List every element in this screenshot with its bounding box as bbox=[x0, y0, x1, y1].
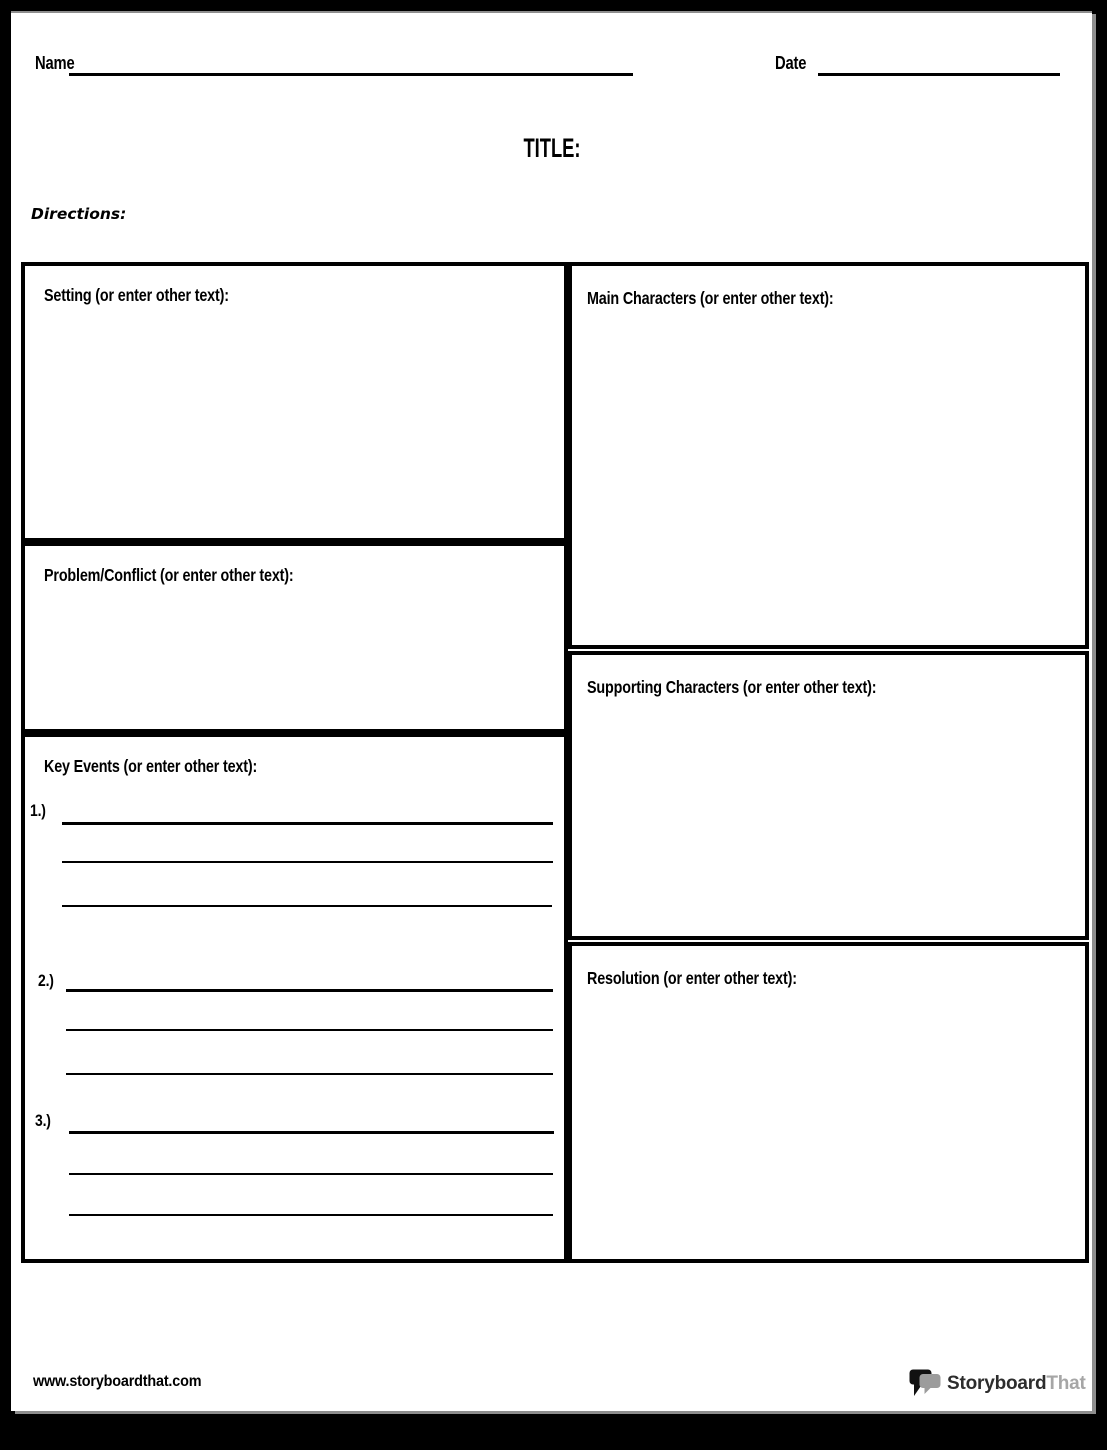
logo-text-storyboard: Storyboard bbox=[947, 1373, 1047, 1394]
key-event-1-line-3[interactable] bbox=[62, 905, 552, 907]
speech-bubbles-icon bbox=[909, 1369, 941, 1399]
logo-text-that: That bbox=[1046, 1373, 1086, 1394]
website-url-text: www.storyboardthat.com bbox=[33, 1373, 202, 1390]
date-label-text: Date bbox=[775, 53, 807, 73]
resolution-box[interactable] bbox=[568, 942, 1089, 1263]
logo-wordmark bbox=[947, 1373, 1086, 1395]
key-event-1-line-1[interactable] bbox=[62, 822, 553, 825]
storyboardthat-logo bbox=[909, 1369, 1086, 1399]
problem-conflict-box[interactable] bbox=[21, 542, 568, 733]
main-characters-label: Main Characters (or enter other text): bbox=[587, 288, 834, 308]
supporting-characters-label: Supporting Characters (or enter other text): bbox=[587, 677, 877, 697]
key-event-2-line-1[interactable] bbox=[66, 989, 553, 992]
page-title: TITLE: bbox=[522, 133, 581, 163]
key-event-2-number: 2.) bbox=[38, 971, 54, 990]
date-line[interactable] bbox=[818, 73, 1060, 76]
key-events-label: Key Events (or enter other text): bbox=[44, 756, 258, 776]
name-line[interactable] bbox=[69, 73, 633, 76]
key-event-3-line-3[interactable] bbox=[69, 1214, 553, 1216]
problem-conflict-label: Problem/Conflict (or enter other text): bbox=[44, 565, 294, 585]
name-label-text: Name bbox=[35, 53, 75, 73]
key-event-1-line-2[interactable] bbox=[62, 861, 553, 863]
setting-label: Setting (or enter other text): bbox=[44, 285, 229, 305]
date-label bbox=[775, 53, 813, 74]
setting-box[interactable] bbox=[21, 262, 568, 542]
key-event-3-line-2[interactable] bbox=[69, 1173, 553, 1175]
website-url bbox=[33, 1373, 220, 1391]
directions-label: Directions: bbox=[31, 205, 127, 223]
key-events-box[interactable] bbox=[21, 733, 568, 1263]
supporting-characters-box[interactable] bbox=[568, 651, 1089, 940]
key-event-1-number: 1.) bbox=[30, 801, 46, 820]
name-label bbox=[35, 53, 83, 74]
title-row bbox=[11, 133, 1092, 164]
key-event-3-line-1[interactable] bbox=[69, 1131, 554, 1134]
resolution-label: Resolution (or enter other text): bbox=[587, 968, 797, 988]
worksheet-page bbox=[11, 11, 1092, 1411]
main-characters-box[interactable] bbox=[568, 262, 1089, 649]
key-event-2-line-2[interactable] bbox=[66, 1029, 553, 1031]
key-event-2-line-3[interactable] bbox=[66, 1073, 553, 1075]
key-event-3-number: 3.) bbox=[35, 1111, 51, 1130]
